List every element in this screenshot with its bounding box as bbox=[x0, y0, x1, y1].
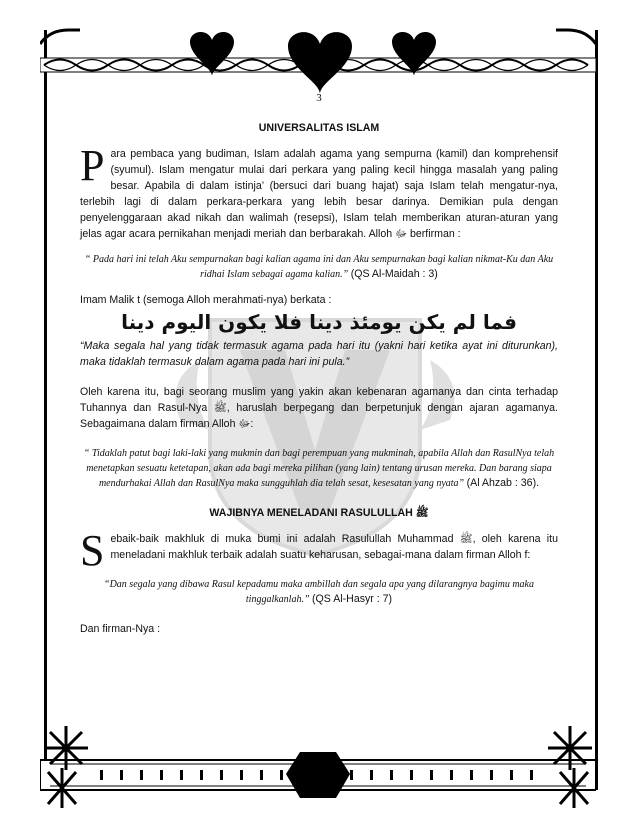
quote-text: “ Tidaklah patut bagi laki-laki yang mukmin dan bagi perempuan yang mukminah, apabila Allah dan RasulNya telah menetapkan sesuatu ketetapan, akan ada bagi mereka pilihan (yang lain) tentang urusan mereka. Dan barang siapa mendurhakai Allah dan RasulNya maka sungguhlah dia telah sesat, kesesatan yang nyata” bbox=[83, 448, 555, 489]
intro-paragraph-text: ara pembaca yang budiman, Islam adalah agama yang sempurna (kamil) dan komprehensif (syumul). Islam mengatur mulai dari perkara yang paling kecil hingga masalah yang paling besar. Apabila di dalam istinja’ (bersuci dari buang hajat) saja Islam telah mengatur-nya, terlebih lagi di dalam perkara-perkara yang lebih besar darinya. Demikian pula dengan penyelenggaraan akad nikah dan walimah (resepsi), Islam telah memberikan aturan-aturan yang jelas agar acara pernikahan menjadi meriah dan berbarakah. Alloh ﷻ berfirman : bbox=[80, 148, 558, 240]
bottom-ornament-border bbox=[40, 712, 596, 812]
intro-paragraph bbox=[80, 141, 558, 242]
dropcap-p: P bbox=[80, 141, 105, 190]
quran-quote-ahzab bbox=[80, 446, 558, 491]
quote-text: “ Pada hari ini telah Aku sempurnakan bagi kalian agama ini dan Aku sempurnakan bagi kalian nikmat-Ku dan Aku ridhai Islam sebagai agama kalian.” bbox=[84, 254, 554, 280]
section-heading-wajibnya: WAJIBNYA MENELADANI RASULULLAH ﷺ bbox=[209, 507, 429, 519]
top-ornament-border bbox=[40, 24, 596, 102]
second-paragraph: Oleh karena itu, bagi seorang muslim yang yakin akan kebenaran agamanya dan cinta terhadap Tuhannya dan Rasul-Nya ﷺ, haruslah berpegang dan berpetunjuk dengan ajaran agamanya. Sebagaimana dalam firman Alloh ﷻ: bbox=[80, 386, 558, 430]
heart-ornament-icon bbox=[288, 32, 352, 94]
closing-line: Dan firman-Nya : bbox=[80, 623, 161, 635]
quran-quote-hasyr bbox=[80, 577, 558, 607]
dropcap-s: S bbox=[80, 526, 105, 575]
quote-reference: (QS Al-Maidah : 3) bbox=[350, 268, 438, 280]
snowflake-ornament-icon bbox=[44, 726, 88, 770]
section-heading-universalitas: UNIVERSALITAS ISLAM bbox=[258, 122, 380, 134]
section2-paragraph-text: ebaik-baik makhluk di muka bumi ini adalah Rasulullah Muhammad ﷺ, oleh karena itu meneladani makhluk terbaik adalah suatu keharusan, sebagai-mana dalam firman Alloh f: bbox=[110, 533, 558, 561]
malik-intro: Imam Malik t (semoga Alloh merahmati-nya) berkata : bbox=[80, 294, 332, 306]
quote-reference: (QS Al-Hasyr : 7) bbox=[312, 593, 393, 605]
snowflake-ornament-icon bbox=[548, 726, 592, 770]
malik-quote: “Maka segala hal yang tidak termasuk agama pada hari itu (yakni hari ketika ayat ini diturunkan), maka tidaklah termasuk dalam agama pada hari ini pula.” bbox=[80, 340, 558, 368]
arabic-line: فما لم يكن يومئذ دينا فلا يكون اليوم دينا bbox=[121, 310, 517, 334]
page-number: 3 bbox=[316, 92, 322, 104]
section2-paragraph bbox=[80, 526, 558, 575]
quote-text: “Dan segala yang dibawa Rasul kepadamu maka ambillah dan segala apa yang dilarangnya bagimu maka tinggalkanlah.” bbox=[104, 579, 534, 605]
page-content bbox=[80, 120, 558, 637]
quote-reference: (Al Ahzab : 36). bbox=[466, 477, 540, 489]
quran-quote-maidah bbox=[80, 252, 558, 282]
center-hexagon-ornament bbox=[286, 752, 350, 798]
